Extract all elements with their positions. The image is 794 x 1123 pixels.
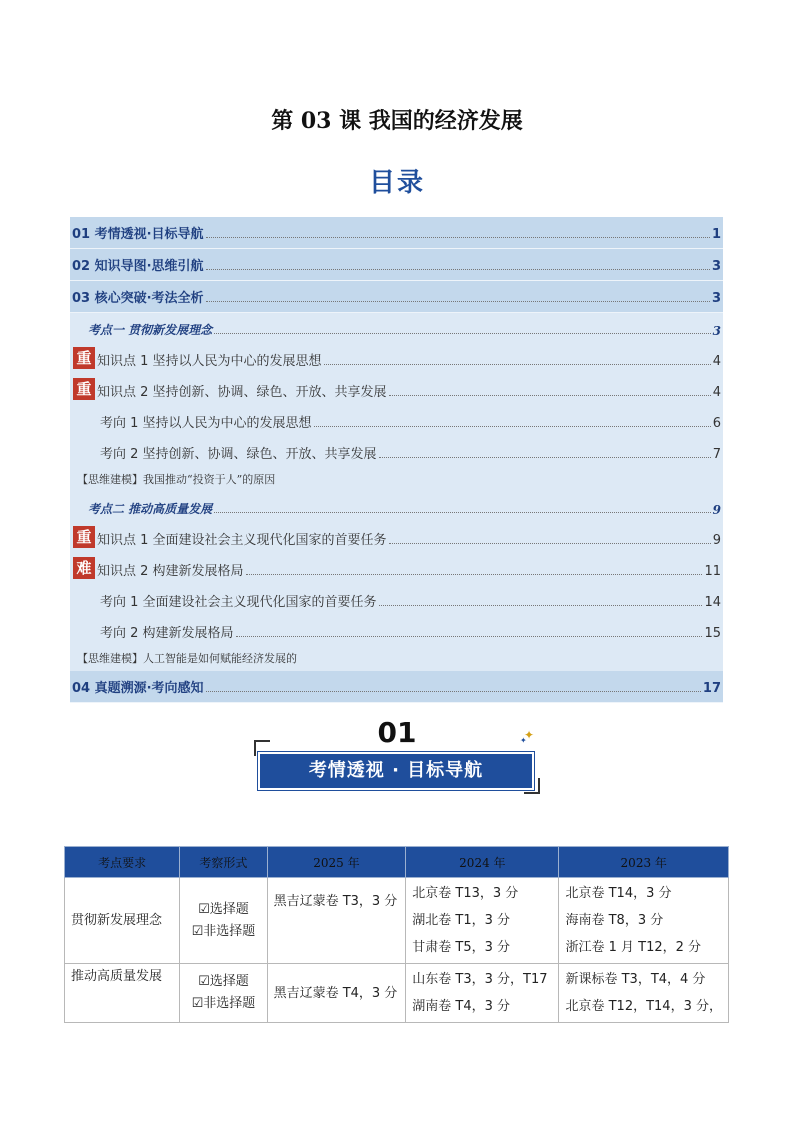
toc-entry-label: 知识点 1 坚持以人民为中心的发展思想 — [97, 354, 322, 369]
toc-page-number: 15 — [704, 626, 721, 641]
toc-leader-dots — [236, 636, 703, 637]
toc-entry[interactable] — [70, 468, 723, 492]
toc-entry[interactable] — [70, 616, 723, 647]
toc-entry-label: 03 核心突破·考法全析 — [72, 291, 204, 306]
exam-form-item: ☑非选择题 — [191, 923, 256, 939]
exam-form-item: ☑非选择题 — [191, 996, 256, 1011]
toc-entry[interactable] — [70, 406, 723, 437]
toc-leader-dots — [206, 691, 701, 692]
table-header-row — [65, 847, 729, 878]
toc-entry[interactable] — [70, 671, 723, 703]
toc-entry-label: 04 真题溯源·考向感知 — [72, 681, 204, 696]
toc-entry-label: 【思维建模】人工智能是如何赋能经济发展的 — [77, 652, 297, 665]
requirement-text: 推动高质量发展 — [71, 969, 163, 984]
exam-source-item: 山东卷 T3，3 分，T17 — [412, 972, 548, 987]
page-title: 第 03 课 我国的经济发展 — [271, 108, 523, 134]
sparkle-icon: ✦ — [524, 728, 535, 742]
toc-entry[interactable] — [70, 523, 723, 554]
exam-year-cell — [406, 964, 559, 1023]
exam-source-item: 北京卷 T14，3 分 — [565, 886, 672, 901]
toc-page-number: 3 — [711, 291, 721, 306]
toc-entry[interactable] — [70, 217, 723, 249]
exam-year-cell — [559, 964, 729, 1023]
toc-leader-dots — [389, 395, 711, 396]
key-badge: 重 — [73, 526, 95, 548]
toc-entry[interactable] — [70, 437, 723, 468]
toc-entry[interactable] — [70, 375, 723, 406]
exam-source-item: 北京卷 T12，T14，3 分， — [565, 999, 722, 1014]
table-of-contents — [70, 217, 723, 703]
toc-entry-label: 考点一 贯彻新发展理念 — [88, 323, 213, 337]
toc-leader-dots — [206, 301, 710, 302]
toc-entry-label: 考向 1 全面建设社会主义现代化国家的首要任务 — [100, 595, 377, 610]
toc-leader-dots — [389, 543, 711, 544]
toc-entry-label: 知识点 2 坚持创新、协调、绿色、开放、共享发展 — [97, 385, 387, 400]
exam-source-item: 海南卷 T8，3 分 — [565, 913, 664, 928]
exam-form-item: ☑选择题 — [198, 974, 249, 989]
requirement-text: 贯彻新发展理念 — [71, 912, 163, 928]
toc-page-number: 1 — [711, 227, 721, 242]
toc-entry-label: 考点二 推动高质量发展 — [88, 502, 213, 516]
toc-page-number: 9 — [712, 533, 721, 548]
toc-entry[interactable] — [70, 313, 723, 344]
column-header: 2024 年 — [406, 847, 559, 878]
toc-page-number: 3 — [711, 259, 721, 274]
exam-form-cell — [180, 878, 267, 964]
toc-entry-label: 知识点 2 构建新发展格局 — [97, 564, 244, 579]
exam-year-cell — [559, 878, 729, 964]
column-header: 2025 年 — [267, 847, 406, 878]
toc-entry[interactable] — [70, 492, 723, 523]
exam-source-item: 北京卷 T13，3 分 — [412, 886, 519, 901]
toc-page-number: 17 — [702, 681, 721, 696]
exam-source-item: 黑吉辽蒙卷 T3，3 分 — [273, 894, 398, 909]
toc-leader-dots — [246, 574, 703, 575]
exam-requirement-cell — [65, 878, 180, 964]
toc-entry-label: 知识点 1 全面建设社会主义现代化国家的首要任务 — [97, 533, 387, 548]
toc-leader-dots — [214, 333, 710, 334]
toc-entry[interactable] — [70, 281, 723, 313]
sparkle-icon: ✦ — [520, 736, 527, 745]
toc-entry-label: 【思维建模】我国推动“投资于人”的原因 — [77, 473, 276, 486]
toc-entry-label: 02 知识导图·思维引航 — [72, 259, 204, 274]
toc-page-number: 4 — [712, 354, 721, 369]
toc-leader-dots — [379, 457, 711, 458]
exam-analysis-table — [64, 846, 729, 1023]
exam-year-cell — [406, 878, 559, 964]
exam-source-item: 黑吉辽蒙卷 T4，3 分 — [273, 985, 398, 1001]
exam-year-cell — [267, 878, 406, 964]
key-badge: 重 — [73, 378, 95, 400]
toc-page-number: 7 — [712, 447, 721, 462]
exam-source-item: 湖南卷 T4，3 分 — [412, 999, 510, 1014]
toc-page-number: 4 — [712, 385, 721, 400]
column-header: 考点要求 — [65, 847, 180, 878]
toc-leader-dots — [324, 364, 711, 365]
exam-requirement-cell — [65, 964, 180, 1023]
toc-leader-dots — [379, 605, 703, 606]
toc-entry[interactable] — [70, 647, 723, 671]
column-header: 2023 年 — [559, 847, 729, 878]
toc-leader-dots — [214, 512, 710, 513]
toc-leader-dots — [206, 269, 710, 270]
exam-year-cell — [267, 964, 406, 1023]
table-row — [65, 878, 729, 964]
exam-source-item: 浙江卷 1 月 T12，2 分 — [565, 940, 702, 955]
toc-page-number: 11 — [704, 564, 721, 579]
toc-entry-label: 考向 2 坚持创新、协调、绿色、开放、共享发展 — [100, 447, 377, 462]
toc-heading: 目录 — [368, 168, 425, 198]
toc-page-number: 9 — [712, 503, 721, 517]
toc-entry[interactable] — [70, 554, 723, 585]
toc-leader-dots — [206, 237, 710, 238]
toc-page-number: 14 — [704, 595, 721, 610]
toc-entry[interactable] — [70, 344, 723, 375]
toc-leader-dots — [314, 426, 711, 427]
section-number: 01 — [377, 716, 417, 749]
column-header: 考察形式 — [180, 847, 267, 878]
toc-entry-label: 考向 2 构建新发展格局 — [100, 626, 234, 641]
exam-source-item: 湖北卷 T1，3 分 — [412, 913, 510, 928]
toc-entry-label: 考向 1 坚持以人民为中心的发展思想 — [100, 416, 312, 431]
exam-form-item: ☑选择题 — [198, 901, 249, 917]
table-row — [65, 964, 729, 1023]
toc-page-number: 6 — [712, 416, 721, 431]
toc-entry[interactable] — [70, 249, 723, 281]
toc-entry-label: 01 考情透视·目标导航 — [72, 227, 204, 242]
difficult-badge: 难 — [73, 557, 95, 579]
key-badge: 重 — [73, 347, 95, 369]
toc-entry[interactable] — [70, 585, 723, 616]
exam-source-item: 新课标卷 T3，T4，4 分 — [565, 972, 706, 987]
section-banner-title: 考情透视 · 目标导航 — [260, 754, 532, 788]
toc-page-number: 3 — [712, 324, 721, 338]
exam-form-cell — [180, 964, 267, 1023]
exam-source-item: 甘肃卷 T5，3 分 — [412, 940, 510, 955]
